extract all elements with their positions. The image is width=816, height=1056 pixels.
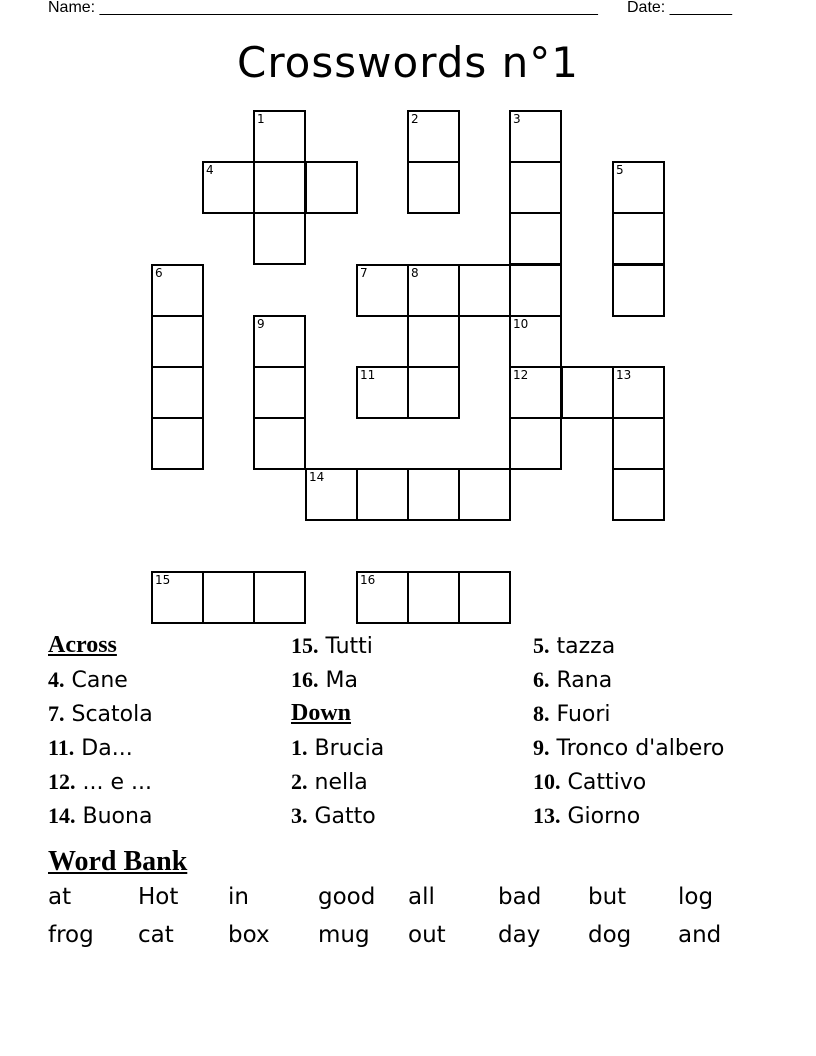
clue-text: Ma: [325, 668, 358, 693]
clue-across-15: [291, 633, 373, 659]
crossword-cell[interactable]: [407, 366, 460, 419]
crossword-cell[interactable]: [151, 571, 204, 624]
clue-down-5: [533, 633, 615, 659]
clue-across-4: [48, 667, 128, 693]
crossword-cell[interactable]: [253, 161, 306, 214]
word-bank-word: frog: [48, 922, 94, 948]
word-bank-word: mug: [318, 922, 370, 948]
cell-number: 12: [513, 368, 529, 382]
clue-number: 6.: [533, 667, 550, 692]
name-field-label: Name: ________________________________________________________: [48, 0, 598, 16]
clue-across-14: [48, 803, 152, 829]
word-bank-word: dog: [588, 922, 632, 948]
clue-down-10: [533, 769, 646, 795]
crossword-cell[interactable]: [202, 571, 255, 624]
cell-number: 2: [411, 112, 419, 126]
crossword-cell[interactable]: [356, 366, 409, 419]
cell-number: 4: [206, 163, 214, 177]
crossword-cell[interactable]: [253, 110, 306, 163]
crossword-cell[interactable]: [612, 417, 665, 470]
cell-number: 15: [155, 573, 171, 587]
word-bank-word: but: [588, 884, 627, 910]
clue-text: Tutti: [325, 634, 373, 659]
across-heading: Across: [48, 632, 117, 658]
cell-number: 13: [616, 368, 632, 382]
clue-down-13: [533, 803, 640, 829]
clue-number: 15.: [291, 633, 319, 658]
word-bank-word: and: [678, 922, 722, 948]
clue-text: Rana: [556, 668, 613, 693]
crossword-cell[interactable]: [253, 212, 306, 265]
clue-text: Giorno: [567, 804, 641, 829]
crossword-cell[interactable]: [561, 366, 614, 419]
clue-down-1: [291, 735, 384, 761]
cell-number: 6: [155, 266, 163, 280]
crossword-cell[interactable]: [612, 264, 665, 317]
clue-text: Tronco d'albero: [556, 736, 725, 761]
crossword-cell[interactable]: [509, 161, 562, 214]
cell-number: 1: [257, 112, 265, 126]
clue-number: 4.: [48, 667, 65, 692]
clue-down-8: [533, 701, 611, 727]
clue-across-7: [48, 701, 153, 727]
date-field-label: Date: _______: [627, 0, 732, 16]
clue-text: Brucia: [314, 736, 385, 761]
clue-number: 9.: [533, 735, 550, 760]
crossword-cell[interactable]: [509, 212, 562, 265]
crossword-cell[interactable]: [612, 468, 665, 521]
clue-number: 3.: [291, 803, 308, 828]
clue-number: 7.: [48, 701, 65, 726]
crossword-cell[interactable]: [305, 161, 358, 214]
crossword-cell[interactable]: [253, 571, 306, 624]
clue-across-16: [291, 667, 358, 693]
crossword-cell[interactable]: [253, 417, 306, 470]
clue-number: 8.: [533, 701, 550, 726]
cell-number: 7: [360, 266, 368, 280]
clue-text: Da...: [81, 736, 133, 761]
crossword-cell[interactable]: [253, 366, 306, 419]
cell-number: 5: [616, 163, 624, 177]
crossword-cell[interactable]: [202, 161, 255, 214]
clue-text: Fuori: [556, 702, 611, 727]
clue-across-12: [48, 769, 152, 795]
cell-number: 8: [411, 266, 419, 280]
crossword-cell[interactable]: [509, 366, 562, 419]
clue-number: 2.: [291, 769, 308, 794]
clue-number: 16.: [291, 667, 319, 692]
word-bank-word: in: [228, 884, 249, 910]
word-bank-word: Hot: [138, 884, 179, 910]
word-bank-word: out: [408, 922, 446, 948]
crossword-cell[interactable]: [509, 417, 562, 470]
word-bank-word: bad: [498, 884, 542, 910]
word-bank-word: day: [498, 922, 541, 948]
crossword-cell[interactable]: [151, 417, 204, 470]
clue-number: 13.: [533, 803, 561, 828]
clue-down-9: [533, 735, 724, 761]
clue-text: Gatto: [314, 804, 376, 829]
word-bank-word: cat: [138, 922, 174, 948]
crossword-cell[interactable]: [407, 571, 460, 624]
cell-number: 10: [513, 317, 529, 331]
crossword-cell[interactable]: [509, 110, 562, 163]
crossword-cell[interactable]: [458, 468, 511, 521]
clue-text: Cattivo: [567, 770, 647, 795]
clue-text: Cane: [71, 668, 128, 693]
crossword-cell[interactable]: [151, 315, 204, 368]
word-bank-word: box: [228, 922, 270, 948]
cell-number: 11: [360, 368, 376, 382]
clue-number: 12.: [48, 769, 76, 794]
word-bank-word: good: [318, 884, 376, 910]
clue-number: 1.: [291, 735, 308, 760]
crossword-cell[interactable]: [458, 264, 511, 317]
word-bank-heading: Word Bank: [48, 846, 188, 877]
word-bank-word: log: [678, 884, 714, 910]
clue-text: tazza: [556, 634, 616, 659]
crossword-cell[interactable]: [612, 161, 665, 214]
crossword-cell[interactable]: [407, 110, 460, 163]
clue-number: 5.: [533, 633, 550, 658]
crossword-cell[interactable]: [305, 468, 358, 521]
cell-number: 16: [360, 573, 376, 587]
clue-text: ... e ...: [82, 770, 152, 795]
crossword-cell[interactable]: [612, 212, 665, 265]
word-bank-word: all: [408, 884, 435, 910]
clue-down-3: [291, 803, 376, 829]
clue-number: 10.: [533, 769, 561, 794]
crossword-cell[interactable]: [151, 264, 204, 317]
crossword-cell[interactable]: [356, 264, 409, 317]
crossword-cell[interactable]: [509, 264, 562, 317]
down-heading: Down: [291, 700, 352, 726]
crossword-cell[interactable]: [407, 468, 460, 521]
clue-down-2: [291, 769, 368, 795]
crossword-cell[interactable]: [151, 366, 204, 419]
clue-text: Buona: [82, 804, 153, 829]
crossword-cell[interactable]: [509, 315, 562, 368]
cell-number: 14: [309, 470, 325, 484]
crossword-cell[interactable]: [356, 468, 409, 521]
page-title: Crosswords n°1: [237, 38, 579, 87]
cell-number: 9: [257, 317, 265, 331]
clue-down-6: [533, 667, 612, 693]
clue-number: 14.: [48, 803, 76, 828]
word-bank-word: at: [48, 884, 72, 910]
crossword-cell[interactable]: [407, 315, 460, 368]
crossword-cell[interactable]: [407, 161, 460, 214]
crossword-cell[interactable]: [458, 571, 511, 624]
crossword-cell[interactable]: [253, 315, 306, 368]
crossword-cell[interactable]: [356, 571, 409, 624]
clue-text: nella: [314, 770, 368, 795]
cell-number: 3: [513, 112, 521, 126]
clue-number: 11.: [48, 735, 75, 760]
crossword-cell[interactable]: [407, 264, 460, 317]
crossword-cell[interactable]: [612, 366, 665, 419]
clue-across-11: [48, 735, 133, 761]
clue-text: Scatola: [71, 702, 153, 727]
